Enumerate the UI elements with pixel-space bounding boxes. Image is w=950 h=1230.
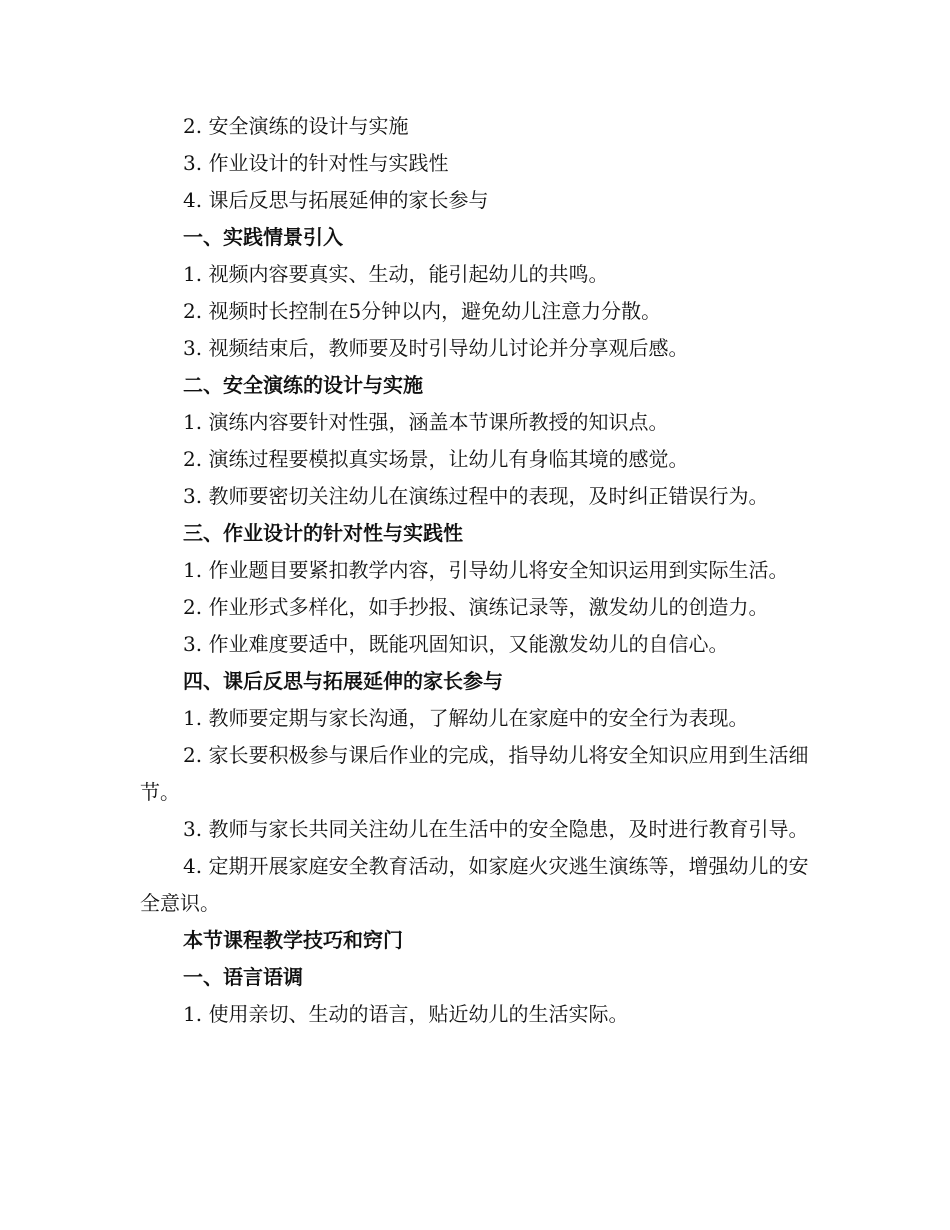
list-item: 1. 使用亲切、生动的语言，贴近幼儿的生活实际。	[183, 1002, 629, 1026]
intro-list-item: 4. 课后反思与拓展延伸的家长参与	[183, 188, 489, 212]
list-item: 4. 定期开展家庭安全教育活动，如家庭火灾逃生演练等，增强幼儿的安全意识。	[140, 854, 809, 915]
list-item: 2. 家长要积极参与课后作业的完成，指导幼儿将安全知识应用到生活细节。	[140, 743, 809, 804]
list-item: 2. 作业形式多样化，如手抄报、演练记录等，激发幼儿的创造力。	[183, 595, 769, 619]
list-item: 3. 视频结束后，教师要及时引导幼儿讨论并分享观后感。	[183, 336, 689, 360]
list-item: 1. 作业题目要紧扣教学内容，引导幼儿将安全知识运用到实际生活。	[183, 558, 789, 582]
list-item: 2. 视频时长控制在5分钟以内，避免幼儿注意力分散。	[183, 299, 662, 323]
list-item: 3. 教师要密切关注幼儿在演练过程中的表现，及时纠正错误行为。	[183, 484, 769, 508]
list-item: 3. 作业难度要适中，既能巩固知识，又能激发幼儿的自信心。	[183, 632, 729, 656]
list-item: 1. 视频内容要真实、生动，能引起幼儿的共鸣。	[183, 262, 609, 286]
list-item: 1. 教师要定期与家长沟通，了解幼儿在家庭中的安全行为表现。	[183, 706, 749, 730]
section-heading-4: 四、课后反思与拓展延伸的家长参与	[183, 669, 503, 693]
tips-subtitle: 一、语言语调	[183, 965, 303, 989]
document-body	[140, 108, 820, 1033]
intro-list-item: 3. 作业设计的针对性与实践性	[183, 151, 449, 175]
tips-title: 本节课程教学技巧和窍门	[183, 928, 403, 952]
list-item: 3. 教师与家长共同关注幼儿在生活中的安全隐患，及时进行教育引导。	[183, 817, 809, 841]
list-item: 2. 演练过程要模拟真实场景，让幼儿有身临其境的感觉。	[183, 447, 689, 471]
section-heading-2: 二、安全演练的设计与实施	[183, 373, 423, 397]
section-heading-1: 一、实践情景引入	[183, 225, 343, 249]
intro-list-item: 2. 安全演练的设计与实施	[183, 114, 409, 138]
list-item: 1. 演练内容要针对性强，涵盖本节课所教授的知识点。	[183, 410, 669, 434]
section-heading-3: 三、作业设计的针对性与实践性	[183, 521, 463, 545]
